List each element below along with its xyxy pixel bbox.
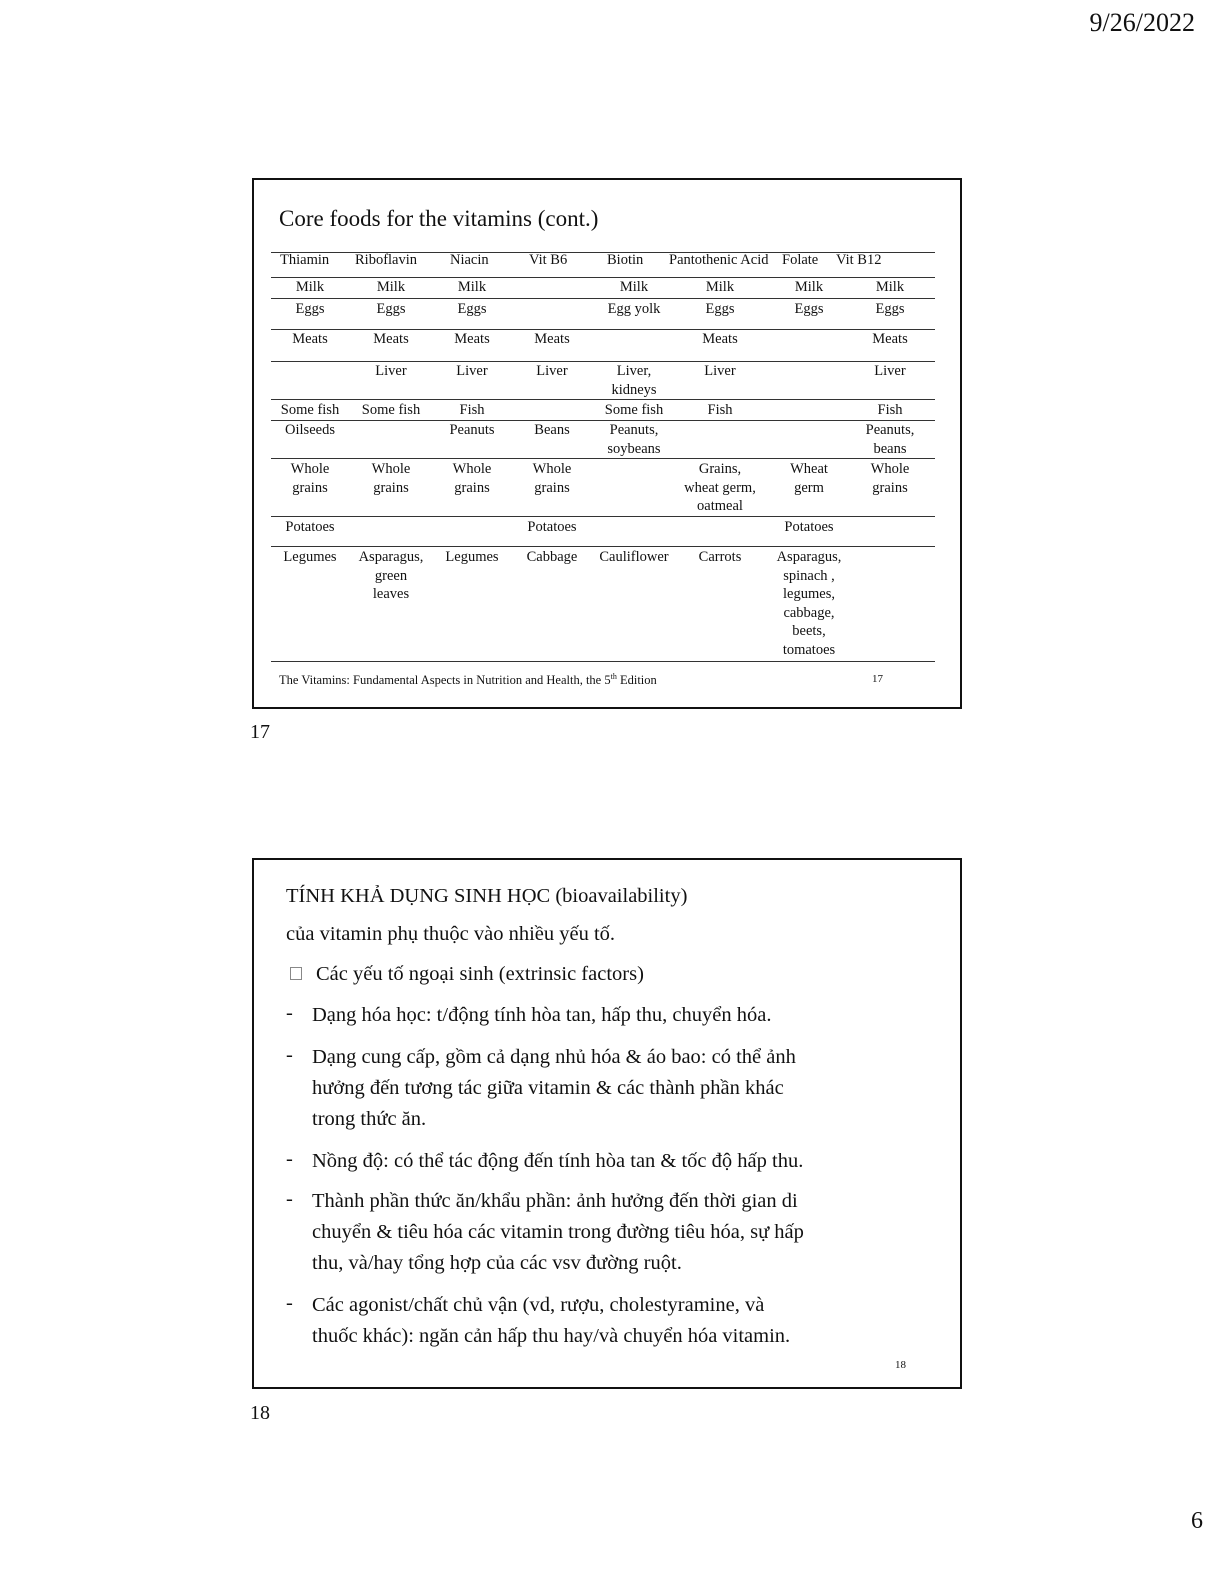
- table-cell-line: beans: [873, 440, 907, 457]
- citation-text-end: Edition: [616, 673, 657, 688]
- table-cell-line: Some fish: [280, 402, 340, 418]
- table-cell: [749, 518, 869, 537]
- table-cell-line: Legumes: [283, 549, 337, 565]
- table-cell-line: Egg yolk: [607, 301, 661, 317]
- table-cell: [749, 548, 869, 659]
- table-cell-line: Fish: [459, 402, 485, 418]
- list-item-line: Dạng hóa học: t/động tính hòa tan, hấp thu, chuyển hóa.: [312, 1004, 772, 1026]
- table-cell: [660, 401, 780, 420]
- table-cell-line: leaves: [372, 586, 410, 602]
- table-cell-line: Asparagus,: [358, 549, 424, 565]
- list-item: [312, 1000, 771, 1031]
- list-item: [312, 1290, 790, 1352]
- table-cell-line: Carrots: [698, 549, 742, 565]
- table-cell: [412, 401, 532, 420]
- table-cell-line: Eggs: [794, 301, 824, 317]
- table-cell-line: Meats: [292, 331, 328, 347]
- table-cell-line: Milk: [705, 279, 735, 295]
- table-cell-line: Meats: [702, 331, 738, 347]
- table-cell: [830, 300, 950, 319]
- table-cell: [660, 330, 780, 349]
- table-cell: [412, 278, 532, 297]
- table-cell-line: Milk: [376, 279, 406, 295]
- list-item-line: Thành phần thức ăn/khẩu phần: ảnh hưởng đến thời gian di: [312, 1190, 798, 1212]
- table-cell-line: legumes,: [783, 586, 835, 602]
- table-cell-line: Milk: [295, 279, 325, 295]
- table-cell-line: Whole: [371, 461, 411, 477]
- table-cell-line: Fish: [707, 402, 733, 418]
- table-cell-line: soybeans: [607, 440, 661, 457]
- table-cell-line: Liver,: [616, 363, 652, 379]
- table-cell-line: Meats: [534, 331, 570, 347]
- table-cell-line: Oilseeds: [285, 422, 335, 438]
- page-number: 6: [1191, 1508, 1203, 1534]
- table-rule: [271, 298, 935, 299]
- dash-marker: -: [286, 1188, 293, 1210]
- table-rule: [271, 458, 935, 459]
- list-item-line: thu, và/hay tổng hợp của các vsv đường ruột.: [312, 1252, 682, 1274]
- table-cell-line: Meats: [373, 331, 409, 347]
- table-cell: [830, 460, 950, 497]
- table-cell-line: Whole: [290, 461, 330, 477]
- table-cell-line: Fish: [877, 402, 903, 418]
- table-cell-line: Whole: [452, 461, 492, 477]
- table-cell-line: Eggs: [295, 301, 325, 317]
- table-cell-line: beets,: [792, 623, 826, 639]
- table-cell-line: Eggs: [457, 301, 487, 317]
- list-item-line: Dạng cung cấp, gồm cả dạng nhủ hóa & áo bao: có thể ảnh: [312, 1046, 796, 1068]
- table-cell-line: tomatoes: [782, 641, 836, 658]
- list-item: [312, 1146, 803, 1177]
- slide-title: Core foods for the vitamins (cont.): [279, 206, 599, 231]
- slide-heading: TÍNH KHẢ DỤNG SINH HỌC (bioavailability): [286, 885, 688, 907]
- table-cell-line: spinach ,: [783, 567, 835, 584]
- table-cell-line: Grains,: [698, 461, 742, 477]
- dash-marker: -: [286, 1002, 293, 1024]
- list-item-line: Nồng độ: có thể tác động đến tính hòa tan & tốc độ hấp thu.: [312, 1150, 804, 1172]
- table-rule: [271, 661, 935, 662]
- table-cell: [660, 362, 780, 381]
- table-cell: [250, 421, 370, 440]
- table-cell: [830, 401, 950, 420]
- table-cell: [830, 330, 950, 349]
- slide-18: [252, 858, 962, 1389]
- table-cell-line: Milk: [457, 279, 487, 295]
- slide-label: 18: [250, 1402, 270, 1424]
- table-cell: [492, 460, 612, 497]
- table-rule: [271, 546, 935, 547]
- table-rule: [271, 399, 935, 400]
- table-header-cell: Thiamin: [280, 252, 330, 268]
- table-cell-line: Asparagus,: [776, 549, 842, 565]
- table-cell-line: Cauliflower: [599, 549, 669, 565]
- table-header-cell: Niacin: [450, 252, 489, 268]
- list-item-line: chuyển & tiêu hóa các vitamin trong đường tiêu hóa, sự hấp: [312, 1221, 804, 1243]
- table-cell-line: Peanuts,: [609, 422, 659, 438]
- table-cell-line: Liver: [375, 363, 407, 379]
- list-item: [312, 1042, 796, 1135]
- table-cell-line: cabbage,: [783, 604, 835, 621]
- list-item: [312, 1186, 804, 1279]
- table-cell-line: Liver: [874, 363, 906, 379]
- table-cell-line: Whole: [870, 461, 910, 477]
- dash-marker: -: [286, 1044, 293, 1066]
- slide-label: 17: [250, 721, 270, 743]
- table-cell-line: Legumes: [445, 549, 499, 565]
- table-cell-line: Some fish: [361, 402, 421, 418]
- table-cell-line: Beans: [534, 422, 570, 438]
- table-cell: [250, 518, 370, 537]
- table-cell-line: Potatoes: [527, 519, 577, 535]
- table-header-cell: Riboflavin: [355, 252, 418, 268]
- table-cell-line: Potatoes: [784, 519, 834, 535]
- dash-marker: -: [286, 1292, 293, 1314]
- table-cell: [492, 518, 612, 537]
- slide-17: [252, 178, 962, 709]
- table-cell-line: kidneys: [611, 381, 657, 398]
- citation-text: The Vitamins: Fundamental Aspects in Nutrition and Health, the 5: [279, 673, 611, 688]
- table-cell-line: grains: [534, 479, 570, 496]
- table-rule: [271, 516, 935, 517]
- table-cell-line: Cabbage: [526, 549, 578, 565]
- table-cell-line: Peanuts: [449, 422, 495, 438]
- table-header-cell: Folate: [782, 252, 819, 268]
- list-item-line: trong thức ăn.: [312, 1108, 427, 1130]
- table-cell-line: grains: [292, 479, 328, 496]
- table-cell-line: Liver: [456, 363, 488, 379]
- list-item-line: thuốc khác): ngăn cản hấp thu hay/và chuyển hóa vitamin.: [312, 1325, 791, 1347]
- slide-number: 18: [895, 1359, 906, 1371]
- table-cell-line: Some fish: [604, 402, 664, 418]
- dash-marker: -: [286, 1148, 293, 1170]
- table-cell-line: Whole: [532, 461, 572, 477]
- table-cell-line: Peanuts,: [865, 422, 915, 438]
- table-cell-line: Meats: [872, 331, 908, 347]
- table-cell-line: Milk: [875, 279, 905, 295]
- table-cell-line: oatmeal: [697, 498, 743, 514]
- table-header-cell: Biotin: [607, 252, 644, 268]
- table-cell: [492, 330, 612, 349]
- table-cell-line: wheat germ,: [684, 479, 756, 496]
- table-cell-line: grains: [872, 479, 908, 496]
- list-item-line: hưởng đến tương tác giữa vitamin & các thành phần khác: [312, 1077, 784, 1099]
- table-cell-line: Eggs: [875, 301, 905, 317]
- slide-number: 17: [872, 673, 883, 685]
- slide-heading-cont: của vitamin phụ thuộc vào nhiều yếu tố.: [286, 923, 616, 945]
- table-cell-line: Potatoes: [285, 519, 335, 535]
- table-cell-line: Eggs: [376, 301, 406, 317]
- table-cell-line: Liver: [536, 363, 568, 379]
- table-cell: [574, 421, 694, 458]
- table-cell-line: Milk: [794, 279, 824, 295]
- list-item-line: Các agonist/chất chủ vận (vd, rượu, cholestyramine, và: [312, 1294, 765, 1316]
- table-cell: [830, 278, 950, 297]
- bullet-item: [290, 959, 644, 990]
- table-cell-line: Meats: [454, 331, 490, 347]
- table-cell-line: Wheat: [790, 461, 828, 477]
- table-cell: [830, 362, 950, 381]
- table-cell-line: Eggs: [705, 301, 735, 317]
- table-cell-line: germ: [794, 479, 824, 496]
- citation-sup: th: [610, 672, 617, 681]
- table-cell-line: green: [374, 567, 408, 584]
- table-cell-line: Milk: [619, 279, 649, 295]
- table-cell: [412, 300, 532, 319]
- table-cell-line: grains: [454, 479, 490, 496]
- table-cell-line: grains: [373, 479, 409, 496]
- bullet-text: Các yếu tố ngoại sinh (extrinsic factors): [316, 963, 644, 985]
- table-header-cell: Pantothenic Acid: [669, 252, 769, 268]
- table-header-cell: Vit B6: [529, 252, 568, 268]
- page-date: 9/26/2022: [1089, 8, 1195, 37]
- bullet-icon: [290, 967, 302, 980]
- table-cell-line: Liver: [704, 363, 736, 379]
- table-header-cell: Vit B12: [836, 252, 882, 268]
- slide-source-citation: [279, 672, 657, 688]
- table-cell: [830, 421, 950, 458]
